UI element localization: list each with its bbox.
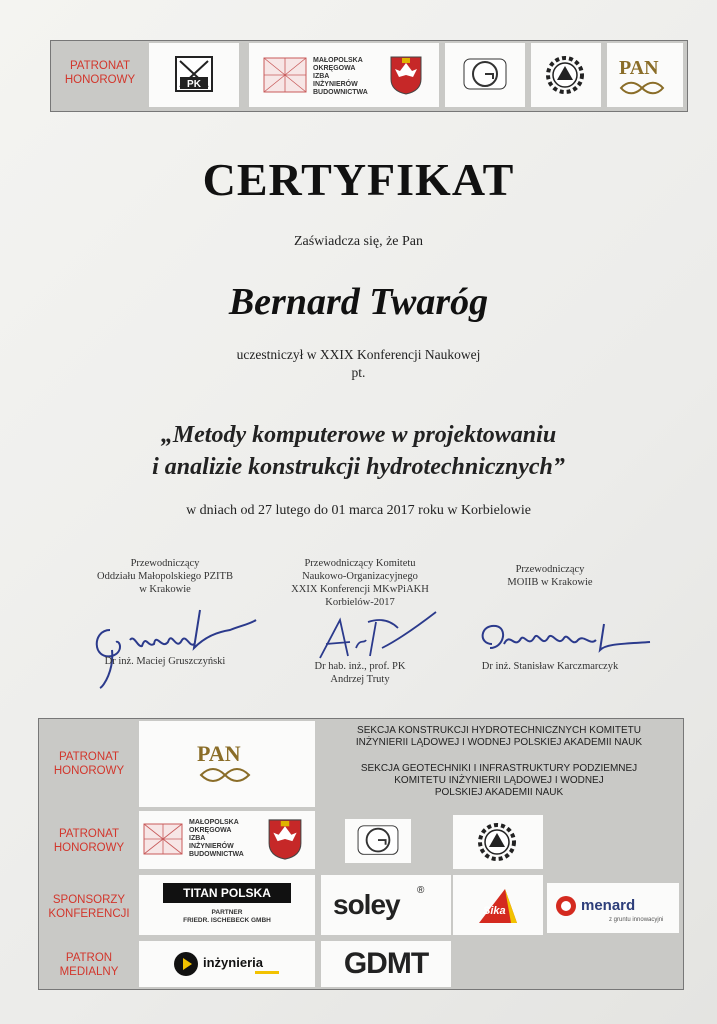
bottom-mpoiib-text: MAŁOPOLSKA OKRĘGOWA IZBA INŻYNIERÓW BUDOWNICTWA xyxy=(189,819,244,858)
signature-block-1-role: Przewodniczący Oddziału Małopolskiego PZITB w Krakowie xyxy=(97,558,233,595)
menard-circle-icon xyxy=(555,895,577,917)
signature-block-1-name: Dr inż. Maciej Gruszczyński xyxy=(104,656,226,667)
certificate-title: CERTYFIKAT xyxy=(202,154,515,205)
titan-logo: TITAN POLSKA xyxy=(163,883,291,903)
signature-block-2-name: Dr hab. inż., prof. PK Andrzej Truty xyxy=(314,661,406,685)
top-patronage-band xyxy=(50,40,688,112)
bottom-row2-label: PATRONAT HONOROWY xyxy=(53,828,125,854)
top-patronat-label: PATRONAT HONOROWY xyxy=(64,60,136,86)
conference-topic-line1: „Metody komputerowe w projektowaniu xyxy=(160,422,557,448)
bottom-pan-text: PAN xyxy=(197,741,241,766)
inzynieria-cell xyxy=(139,941,315,987)
bottom-geotech-globe-logo xyxy=(353,822,403,860)
conference-topic-line2: i analizie konstrukcji hydrotechnicznych” xyxy=(152,454,565,480)
recipient-name: Bernard Twaróg xyxy=(228,281,489,323)
participation-pt: pt. xyxy=(351,365,366,380)
menard-cell xyxy=(547,883,679,933)
bottom-mpoiib-grid-icon xyxy=(143,823,183,855)
menard-tagline: z gruntu innowacyjni xyxy=(609,917,664,923)
bottom-gear-triangle-logo xyxy=(477,822,517,862)
signature-block-3-name: Dr inż. Stanisław Karczmarczyk xyxy=(481,661,619,672)
signature-1-scribble xyxy=(90,590,260,690)
inzynieria-logo: inżynieria xyxy=(203,955,263,970)
bottom-sponsor-band xyxy=(38,718,684,990)
signature-block-2-role: Przewodniczący Komitetu Naukowo-Organizacyjnego XXIX Konferencji MKwPiAKH Korbielów-2017 xyxy=(291,558,429,608)
bottom-mpoiib-cell xyxy=(139,811,315,869)
titan-partner-text: PARTNER FRIEDR. ISCHEBECK GMBH xyxy=(183,909,271,924)
soley-registered-mark: ® xyxy=(417,885,425,896)
bottom-geo-cell xyxy=(345,819,411,863)
krakow-eagle-crest xyxy=(389,55,423,95)
mpoiib-grid-icon xyxy=(263,57,307,93)
bottom-spgeo-cell xyxy=(453,815,543,869)
gear-triangle-logo xyxy=(545,55,585,95)
pk-logo xyxy=(174,55,214,93)
titan-cell xyxy=(139,875,315,935)
mpoiib-logo-cell xyxy=(249,43,439,107)
signature-2-scribble xyxy=(290,608,440,668)
inzynieria-underline xyxy=(255,971,279,974)
geo-logo-cell xyxy=(445,43,525,107)
conference-dates: w dniach od 27 lutego do 01 marca 2017 roku w Korbielowie xyxy=(186,503,531,518)
spgeo-logo-cell xyxy=(531,43,601,107)
sika-text: Sika xyxy=(483,905,506,917)
soley-logo: soley xyxy=(333,889,400,920)
bottom-pan-infinity-icon xyxy=(197,767,253,783)
mpoiib-text: MAŁOPOLSKA OKRĘGOWA IZBA INŻYNIERÓW BUDOWNICTWA xyxy=(313,57,368,96)
pan-infinity-icon xyxy=(617,81,667,95)
sekcja-geotech-text: SEKCJA GEOTECHNIKI I INFRASTRUKTURY PODZIEMNEJ KOMITETU INŻYNIERII LĄDOWEJ I WODNEJ POLSKIEJ AKADEMII NAUK xyxy=(360,763,638,798)
gdmt-cell xyxy=(321,941,451,987)
geotech-globe-logo xyxy=(463,55,507,95)
bottom-krakow-eagle-crest xyxy=(267,817,303,861)
bottom-row4-label: PATRON MEDIALNY xyxy=(59,952,119,978)
bottom-row3-label: SPONSORZY KONFERENCJI xyxy=(48,894,130,920)
bottom-row1-label: PATRONAT HONOROWY xyxy=(53,751,125,777)
signature-3-scribble xyxy=(474,614,654,664)
sika-cell xyxy=(453,875,543,935)
inzynieria-play-icon xyxy=(173,951,199,977)
certificate-intro: Zaświadcza się, że Pan xyxy=(293,234,424,249)
gdmt-logo: GDMT xyxy=(343,947,429,980)
bottom-pan-cell xyxy=(139,721,315,807)
soley-cell xyxy=(321,875,451,935)
pan-logo-text: PAN xyxy=(619,57,659,79)
menard-logo: menard xyxy=(581,897,636,914)
svg-text:PK: PK xyxy=(187,79,201,90)
sekcja-hydrotech-text: SEKCJA KONSTRUKCJI HYDROTECHNICZNYCH KOMITETU INŻYNIERII LĄDOWEJ I WODNEJ POLSKIEJ AKADEMII NAUK xyxy=(355,725,643,748)
pan-logo-cell xyxy=(607,43,683,107)
signature-block-3-role: Przewodniczący MOIIB w Krakowie xyxy=(507,564,593,588)
pk-logo-cell xyxy=(149,43,239,107)
participation-line: uczestniczył w XXIX Konferencji Naukowej xyxy=(236,347,481,362)
